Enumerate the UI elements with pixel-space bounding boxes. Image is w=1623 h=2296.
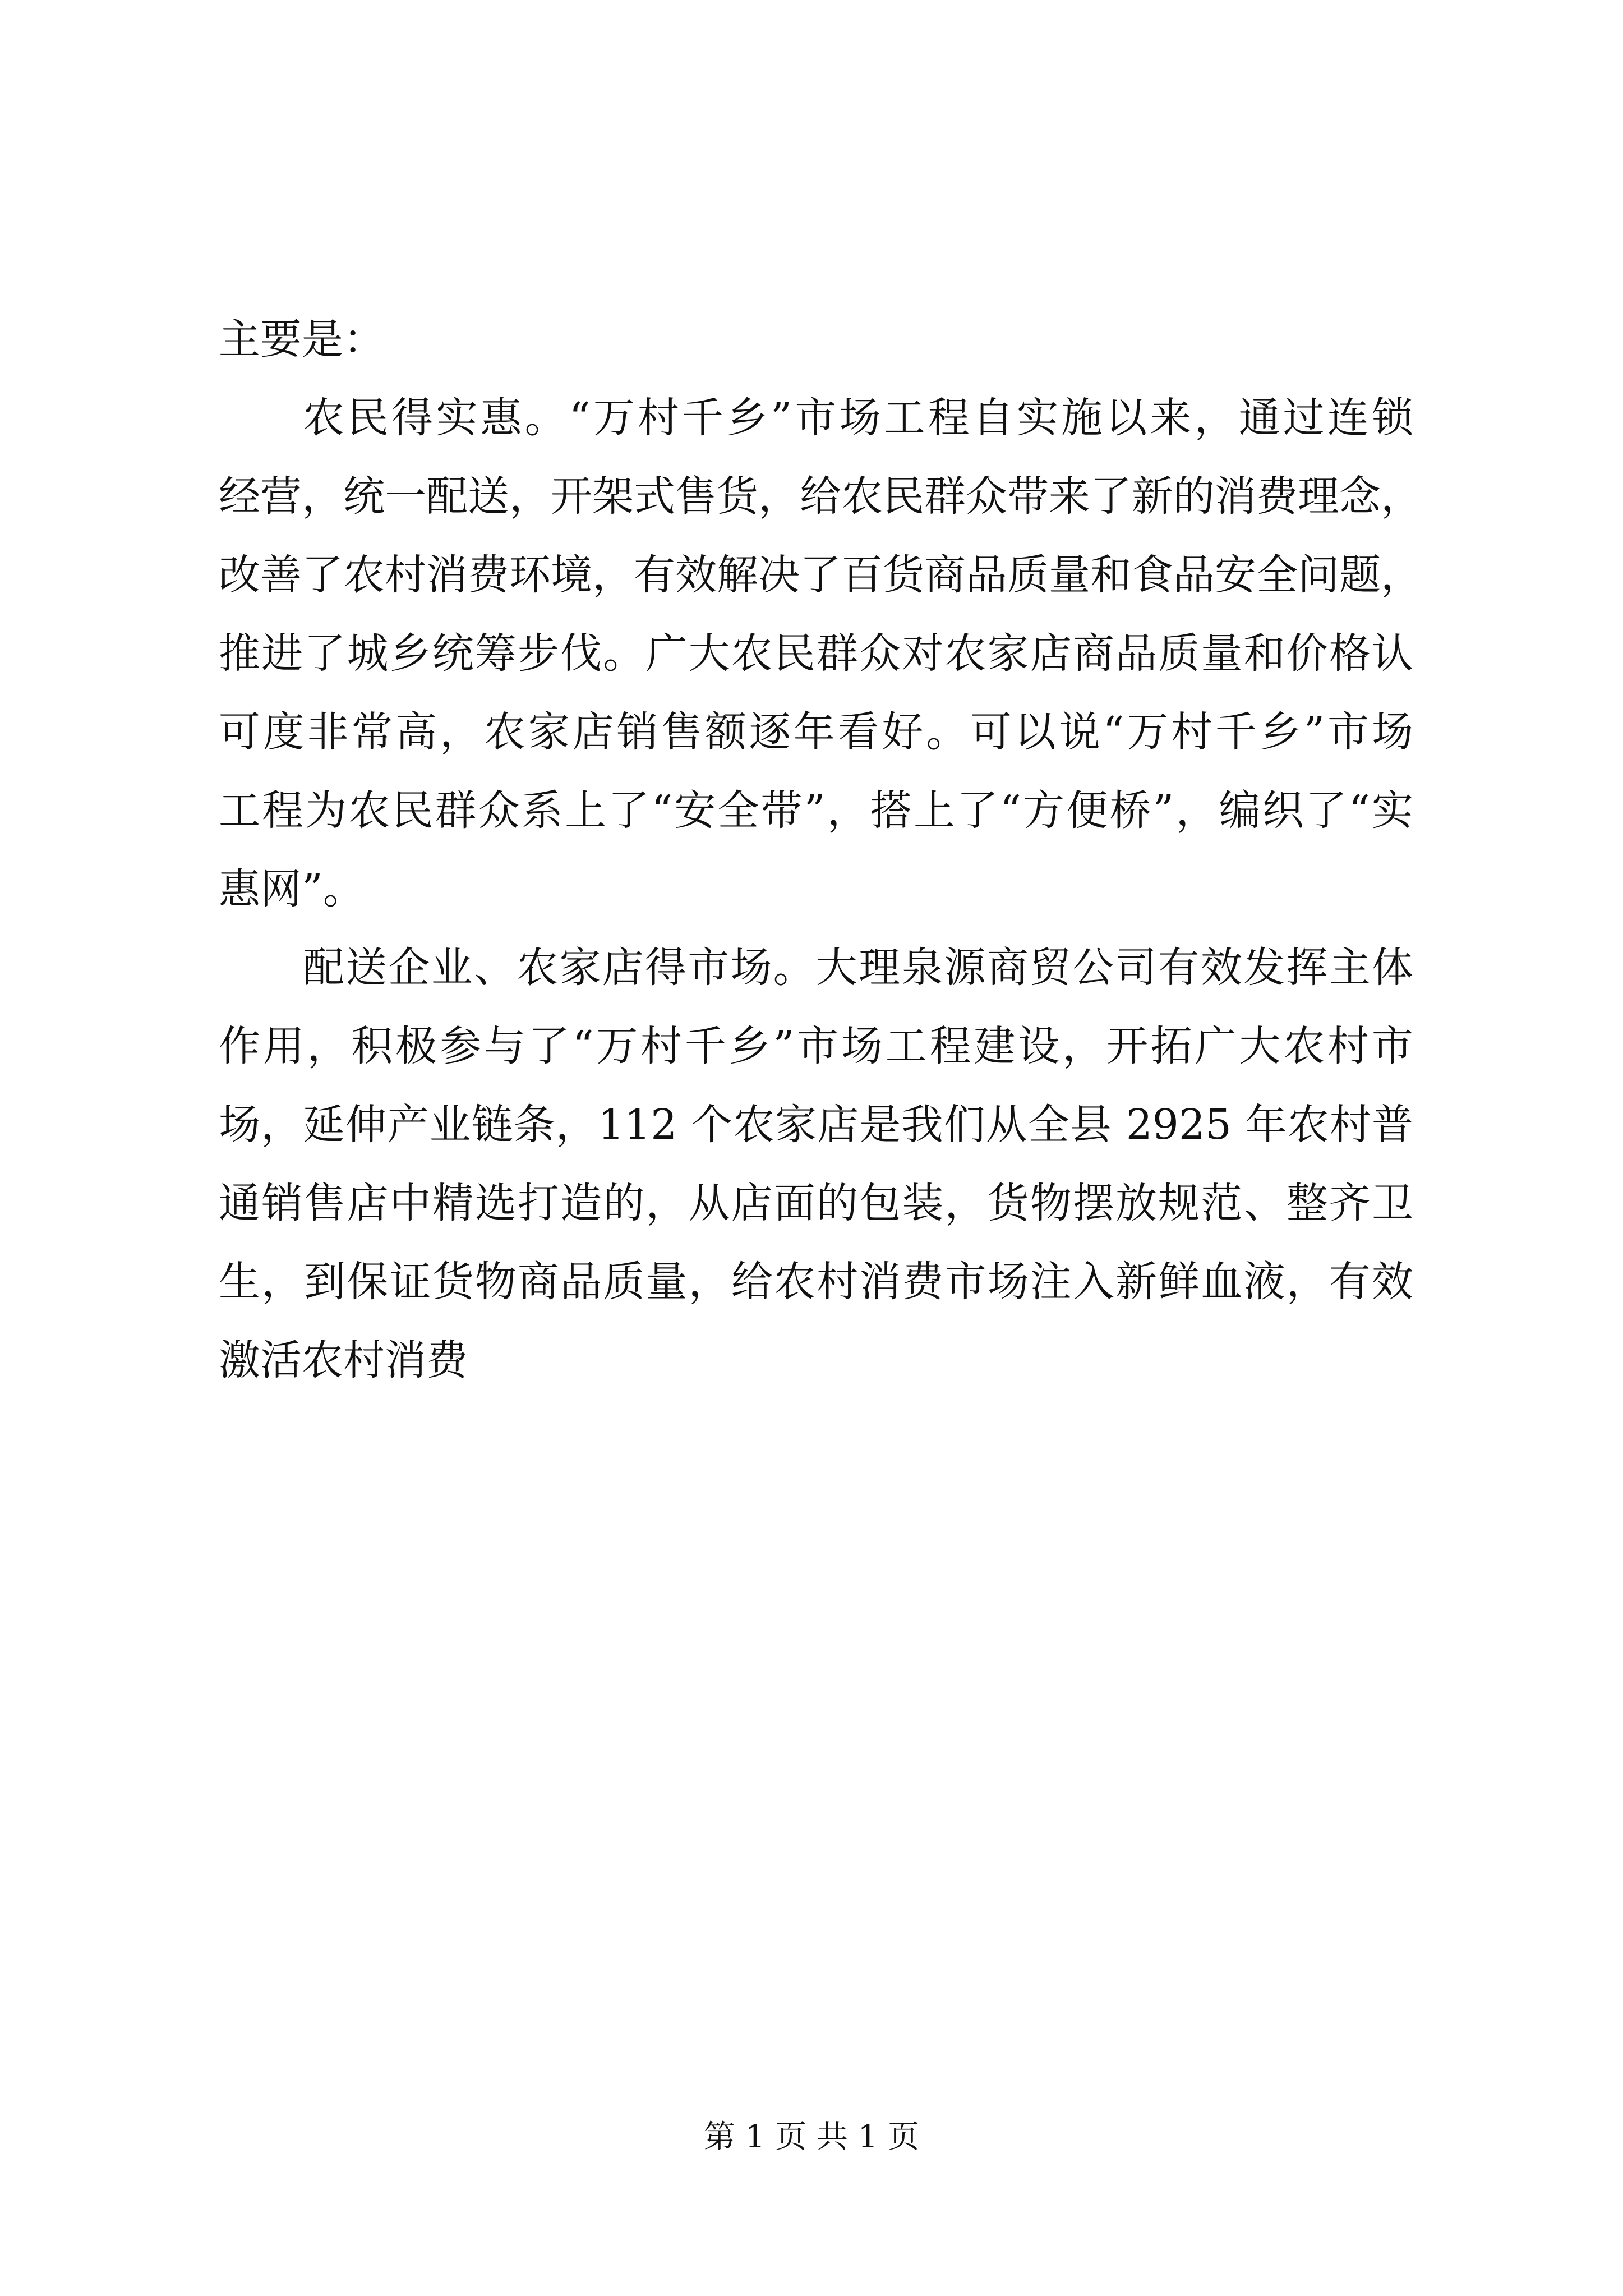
text-line: 作用，积极参与了“万村千乡”市场工程建设，开拓广大农村市 — [219, 1022, 1413, 1070]
paragraph-intro — [219, 300, 1413, 379]
text-line: 惠网”。 — [219, 865, 365, 913]
text-line: 可度非常高，农家店销售额逐年看好。可以说“万村千乡”市场 — [219, 708, 1413, 756]
page-number-label: 第 1 页 共 1 页 — [703, 2119, 920, 2155]
page-footer — [0, 2115, 1623, 2160]
text-line: 推进了城乡统筹步伐。广大农民群众对农家店商品质量和价格认 — [219, 629, 1413, 678]
text-line: 通销售店中精选打造的，从店面的包装，货物摆放规范、整齐卫 — [219, 1179, 1413, 1227]
text-line: 农民得实惠。“万村千乡”市场工程自实施以来，通过连锁 — [303, 394, 1413, 442]
text-line: 激活农村消费 — [219, 1336, 468, 1384]
text-line: 经营，统一配送，开架式售货，给农民群众带来了新的消费理念， — [219, 472, 1422, 521]
text-line: 生，到保证货物商品质量，给农村消费市场注入新鲜血液，有效 — [219, 1258, 1413, 1306]
text-line: 场，延伸产业链条，112 个农家店是我们从全县 2925 年农村普 — [219, 1101, 1413, 1149]
paragraph-farmers-benefit — [219, 379, 1422, 928]
document-body — [219, 300, 1422, 1400]
text-line: 改善了农村消费环境，有效解决了百货商品质量和食品安全问题， — [219, 551, 1422, 599]
text-line: 工程为农民群众系上了“安全带”，搭上了“方便桥”，编织了“实 — [219, 786, 1413, 835]
paragraph-enterprise-market — [219, 928, 1413, 1400]
text-line: 主要是： — [219, 315, 385, 364]
text-line: 配送企业、农家店得市场。大理泉源商贸公司有效发挥主体 — [303, 944, 1413, 992]
